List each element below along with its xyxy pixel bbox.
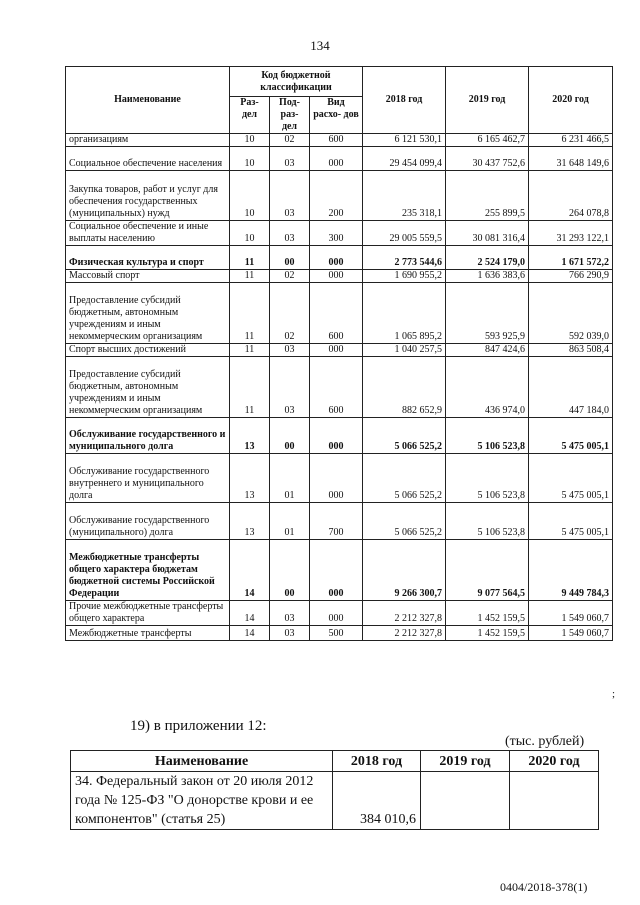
cell-podrazdel: 03	[270, 221, 310, 246]
table-row	[66, 503, 613, 540]
cell-y2019: 5 106 523,8	[446, 503, 529, 540]
cell-razdel: 14	[230, 601, 270, 626]
cell-vid: 000	[310, 454, 363, 503]
cell-y2020: 31 293 122,1	[529, 221, 613, 246]
cell-name: Спорт высших достижений	[66, 344, 230, 357]
cell-y2019: 30 081 316,4	[446, 221, 529, 246]
cell-y2020: 6 231 466,5	[529, 134, 613, 147]
cell-y2018: 2 773 544,6	[363, 246, 446, 270]
cell-razdel: 10	[230, 221, 270, 246]
cell-y2020: 1 671 572,2	[529, 246, 613, 270]
cell-y2020: 1 549 060,7	[529, 601, 613, 626]
cell-podrazdel: 03	[270, 626, 310, 641]
cell-y2018: 882 652,9	[363, 357, 446, 418]
cell-name: Прочие межбюджетные трансферты общего характера	[66, 601, 230, 626]
cell-podrazdel: 00	[270, 418, 310, 454]
cell-y2019: 9 077 564,5	[446, 540, 529, 601]
cell-name: Предоставление субсидий бюджетным, автономным учреждениям и иным некоммерческим организациям	[66, 357, 230, 418]
table-row	[66, 270, 613, 283]
table-row	[66, 418, 613, 454]
cell-y2019: 436 974,0	[446, 357, 529, 418]
table-row	[66, 147, 613, 171]
cell-y2018: 5 066 525,2	[363, 454, 446, 503]
cell-name: Социальное обеспечение и иные выплаты населению	[66, 221, 230, 246]
page-number: 134	[310, 38, 330, 53]
cell-name: организациям	[66, 134, 230, 147]
cell-vid: 000	[310, 540, 363, 601]
cell-y2020: 264 078,8	[529, 171, 613, 221]
cell-name: Обслуживание государственного и муниципального долга	[66, 418, 230, 454]
cell-name: Предоставление субсидий бюджетным, автономным учреждениям и иным некоммерческим организациям	[66, 283, 230, 344]
cell-razdel: 10	[230, 134, 270, 147]
cell-y2019: 593 925,9	[446, 283, 529, 344]
t2-header-name: Наименование	[71, 751, 333, 772]
cell-vid: 700	[310, 503, 363, 540]
cell-vid: 600	[310, 283, 363, 344]
table-row	[66, 344, 613, 357]
cell-podrazdel: 02	[270, 270, 310, 283]
cell-y2018: 6 121 530,1	[363, 134, 446, 147]
cell-razdel: 14	[230, 626, 270, 641]
budget-table	[65, 66, 613, 641]
cell-y2020: 9 449 784,3	[529, 540, 613, 601]
cell-name: Массовый спорт	[66, 270, 230, 283]
trailing-mark: ;	[612, 688, 616, 700]
cell-y2019: 1 452 159,5	[446, 626, 529, 641]
cell-razdel: 11	[230, 357, 270, 418]
cell-podrazdel: 01	[270, 454, 310, 503]
header-2020: 2020 год	[529, 67, 613, 134]
cell-podrazdel: 03	[270, 344, 310, 357]
t2-cell-y2018: 384 010,6	[333, 772, 421, 830]
table-row	[66, 134, 613, 147]
cell-y2018: 5 066 525,2	[363, 503, 446, 540]
cell-y2020: 5 475 005,1	[529, 503, 613, 540]
table-row	[66, 357, 613, 418]
cell-razdel: 14	[230, 540, 270, 601]
cell-y2018: 29 005 559,5	[363, 221, 446, 246]
table-row	[66, 454, 613, 503]
header-podrazdel: Под- раз- дел	[270, 97, 310, 134]
cell-vid: 000	[310, 344, 363, 357]
cell-razdel: 10	[230, 171, 270, 221]
cell-vid: 200	[310, 171, 363, 221]
cell-y2018: 1 690 955,2	[363, 270, 446, 283]
table-row	[66, 246, 613, 270]
cell-y2018: 1 040 257,5	[363, 344, 446, 357]
cell-y2020: 1 549 060,7	[529, 626, 613, 641]
cell-y2020: 31 648 149,6	[529, 147, 613, 171]
cell-y2019: 1 452 159,5	[446, 601, 529, 626]
cell-vid: 000	[310, 246, 363, 270]
cell-vid: 500	[310, 626, 363, 641]
table-row	[66, 283, 613, 344]
header-2019: 2019 год	[446, 67, 529, 134]
cell-vid: 600	[310, 134, 363, 147]
table-row	[66, 221, 613, 246]
cell-podrazdel: 03	[270, 171, 310, 221]
appendix-table	[70, 750, 599, 830]
table-row	[71, 772, 599, 830]
t2-header-2018: 2018 год	[333, 751, 421, 772]
cell-y2019: 1 636 383,6	[446, 270, 529, 283]
cell-y2019: 2 524 179,0	[446, 246, 529, 270]
cell-podrazdel: 02	[270, 283, 310, 344]
cell-name: Межбюджетные трансферты общего характера бюджетам бюджетной системы Российской Федерации	[66, 540, 230, 601]
header-razdel: Раз- дел	[230, 97, 270, 134]
cell-name: Физическая культура и спорт	[66, 246, 230, 270]
cell-razdel: 11	[230, 344, 270, 357]
cell-name: Социальное обеспечение населения	[66, 147, 230, 171]
cell-name: Межбюджетные трансферты	[66, 626, 230, 641]
cell-podrazdel: 03	[270, 147, 310, 171]
cell-y2018: 2 212 327,8	[363, 601, 446, 626]
cell-y2020: 766 290,9	[529, 270, 613, 283]
cell-y2020: 5 475 005,1	[529, 454, 613, 503]
t2-header-2020: 2020 год	[510, 751, 599, 772]
cell-podrazdel: 00	[270, 540, 310, 601]
cell-y2020: 592 039,0	[529, 283, 613, 344]
cell-vid: 000	[310, 601, 363, 626]
cell-y2019: 5 106 523,8	[446, 418, 529, 454]
cell-podrazdel: 03	[270, 357, 310, 418]
cell-podrazdel: 00	[270, 246, 310, 270]
cell-razdel: 13	[230, 454, 270, 503]
t2-cell-name: 34. Федеральный закон от 20 июля 2012 года № 125-ФЗ "О донорстве крови и ее компонентов" (статья 25)	[71, 772, 333, 830]
cell-razdel: 11	[230, 246, 270, 270]
header-vid: Вид расхо- дов	[310, 97, 363, 134]
cell-y2019: 255 899,5	[446, 171, 529, 221]
cell-y2018: 5 066 525,2	[363, 418, 446, 454]
table-row	[66, 171, 613, 221]
table-row	[66, 540, 613, 601]
cell-vid: 000	[310, 270, 363, 283]
units-label: (тыс. рублей)	[505, 734, 585, 749]
cell-vid: 600	[310, 357, 363, 418]
cell-y2018: 235 318,1	[363, 171, 446, 221]
table-row	[66, 601, 613, 626]
cell-podrazdel: 02	[270, 134, 310, 147]
cell-podrazdel: 03	[270, 601, 310, 626]
cell-y2019: 6 165 462,7	[446, 134, 529, 147]
cell-name: Закупка товаров, работ и услуг для обеспечения государственных (муниципальных) нужд	[66, 171, 230, 221]
cell-y2018: 9 266 300,7	[363, 540, 446, 601]
header-2018: 2018 год	[363, 67, 446, 134]
cell-y2019: 847 424,6	[446, 344, 529, 357]
cell-razdel: 11	[230, 270, 270, 283]
cell-razdel: 11	[230, 283, 270, 344]
cell-y2019: 5 106 523,8	[446, 454, 529, 503]
table-row	[66, 626, 613, 641]
t2-cell-y2020	[510, 772, 599, 830]
cell-razdel: 13	[230, 503, 270, 540]
cell-vid: 000	[310, 147, 363, 171]
cell-razdel: 10	[230, 147, 270, 171]
cell-name: Обслуживание государственного внутреннего и муниципального долга	[66, 454, 230, 503]
t2-header-2019: 2019 год	[421, 751, 510, 772]
header-code-group: Код бюджетной классификации	[230, 67, 363, 97]
cell-y2018: 2 212 327,8	[363, 626, 446, 641]
t2-cell-y2019	[421, 772, 510, 830]
document-code: 0404/2018-378(1)	[500, 880, 588, 894]
section-heading: 19) в приложении 12:	[130, 718, 267, 734]
cell-y2020: 447 184,0	[529, 357, 613, 418]
cell-name: Обслуживание государственного (муниципального) долга	[66, 503, 230, 540]
cell-y2019: 30 437 752,6	[446, 147, 529, 171]
cell-podrazdel: 01	[270, 503, 310, 540]
cell-y2020: 863 508,4	[529, 344, 613, 357]
cell-vid: 000	[310, 418, 363, 454]
cell-y2018: 1 065 895,2	[363, 283, 446, 344]
header-name: Наименование	[66, 67, 230, 134]
cell-y2018: 29 454 099,4	[363, 147, 446, 171]
cell-razdel: 13	[230, 418, 270, 454]
cell-y2020: 5 475 005,1	[529, 418, 613, 454]
cell-vid: 300	[310, 221, 363, 246]
